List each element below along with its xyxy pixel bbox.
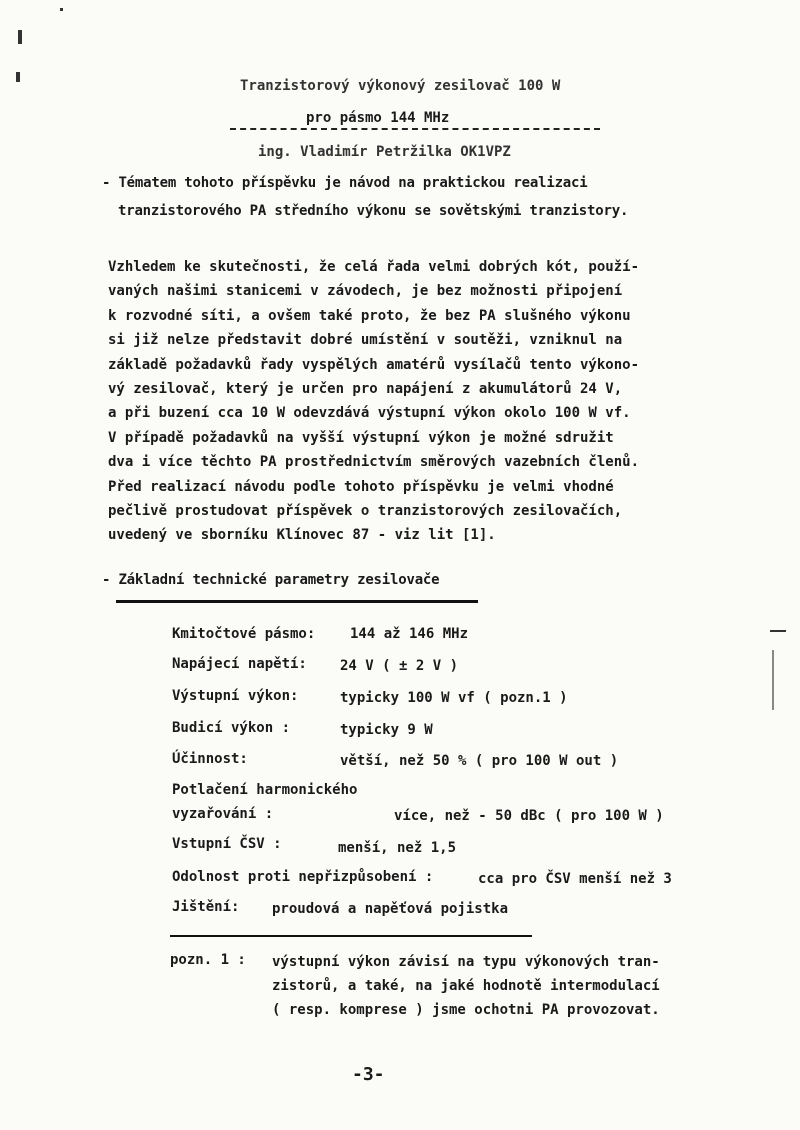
scan-mark <box>16 72 20 82</box>
param-label-mismatch: Odolnost proti nepřizpůsobení : <box>172 869 434 885</box>
paragraph-line: vaných našimi stanicemi v závodech, je bez možnosti připojení <box>108 283 623 300</box>
document-title: Tranzistorový výkonový zesilovač 100 W <box>240 78 561 94</box>
param-value-drive-power: typicky 9 W <box>340 722 433 738</box>
scan-mark <box>772 650 774 710</box>
scan-mark <box>770 630 786 632</box>
scan-mark <box>18 30 22 44</box>
param-value-protection: proudová a napěťová pojistka <box>272 901 509 917</box>
param-value-efficiency: větší, než 50 % ( pro 100 W out ) <box>340 753 619 769</box>
param-label-protection: Jištění: <box>172 899 240 915</box>
section-underline <box>116 600 478 603</box>
param-value-harmonic: více, než - 50 dBc ( pro 100 W ) <box>394 808 664 824</box>
intro-line-1: - Tématem tohoto příspěvku je návod na praktickou realizaci <box>102 175 588 191</box>
param-value-voltage: 24 V ( ± 2 V ) <box>340 658 459 674</box>
note-line-1: výstupní výkon závisí na typu výkonových tran- <box>272 954 660 970</box>
paragraph-line: si již nelze představit dobré umístění v soutěži, vzniknul na <box>108 332 623 349</box>
param-label-input-swr: Vstupní ČSV : <box>172 836 282 852</box>
paragraph-line: dva i více těchto PA prostřednictvím směrových vazebních členů. <box>108 454 640 471</box>
note-line-2: zistorů, a také, na jaké hodnotě intermodulací <box>272 978 660 994</box>
note-line-3: ( resp. komprese ) jsme ochotni PA provozovat. <box>272 1002 660 1018</box>
paragraph-line: V případě požadavků na vyšší výstupní výkon je možné sdružit <box>108 429 614 446</box>
paragraph-line: pečlivě prostudovat příspěvek o tranzistorových zesilovačích, <box>108 502 623 519</box>
param-label-harmonic-cont: vyzařování : <box>172 806 274 822</box>
param-value-frequency: 144 až 146 MHz <box>350 626 469 642</box>
page-number: -3- <box>352 1064 385 1085</box>
paragraph-line: a při buzení cca 10 W odevzdává výstupní výkon okolo 100 W vf. <box>108 405 631 422</box>
author-line: ing. Vladimír Petržilka OK1VPZ <box>258 144 511 160</box>
param-label-efficiency: Účinnost: <box>172 751 248 767</box>
body-paragraph <box>108 255 708 548</box>
paragraph-line: uvedený ve sborníku Klínovec 87 - viz lit [1]. <box>108 527 496 544</box>
scan-mark <box>60 8 63 11</box>
param-value-output-power: typicky 100 W vf ( pozn.1 ) <box>340 690 568 706</box>
intro-line-2: tranzistorového PA středního výkonu se sovětskými tranzistory. <box>118 203 629 219</box>
param-value-mismatch: cca pro ČSV menší než 3 <box>478 871 672 887</box>
note-label: pozn. 1 : <box>170 952 246 968</box>
paragraph-line: vý zesilovač, který je určen pro napájení z akumulátorů 24 V, <box>108 380 623 397</box>
param-label-output-power: Výstupní výkon: <box>172 688 299 704</box>
param-label-drive-power: Budicí výkon : <box>172 720 291 736</box>
paragraph-line: Před realizací návodu podle tohoto příspěvku je velmi vhodné <box>108 478 614 495</box>
title-divider <box>230 128 600 130</box>
param-label-voltage: Napájecí napětí: <box>172 656 307 672</box>
param-label-harmonic: Potlačení harmonického <box>172 782 358 798</box>
paragraph-line: k rozvodné síti, a ovšem také proto, že bez PA slušného výkonu <box>108 307 631 324</box>
param-label-frequency: Kmitočtové pásmo: <box>172 626 316 642</box>
document-subtitle: pro pásmo 144 MHz <box>306 110 450 126</box>
note-divider <box>170 935 532 937</box>
paragraph-line: základě požadavků řady vyspělých amatérů vysílačů tento výkono- <box>108 356 640 373</box>
paragraph-line: Vzhledem ke skutečnosti, že celá řada velmi dobrých kót, použí- <box>108 259 640 275</box>
section-heading: - Základní technické parametry zesilovače <box>102 572 440 588</box>
param-value-input-swr: menší, než 1,5 <box>338 840 457 856</box>
